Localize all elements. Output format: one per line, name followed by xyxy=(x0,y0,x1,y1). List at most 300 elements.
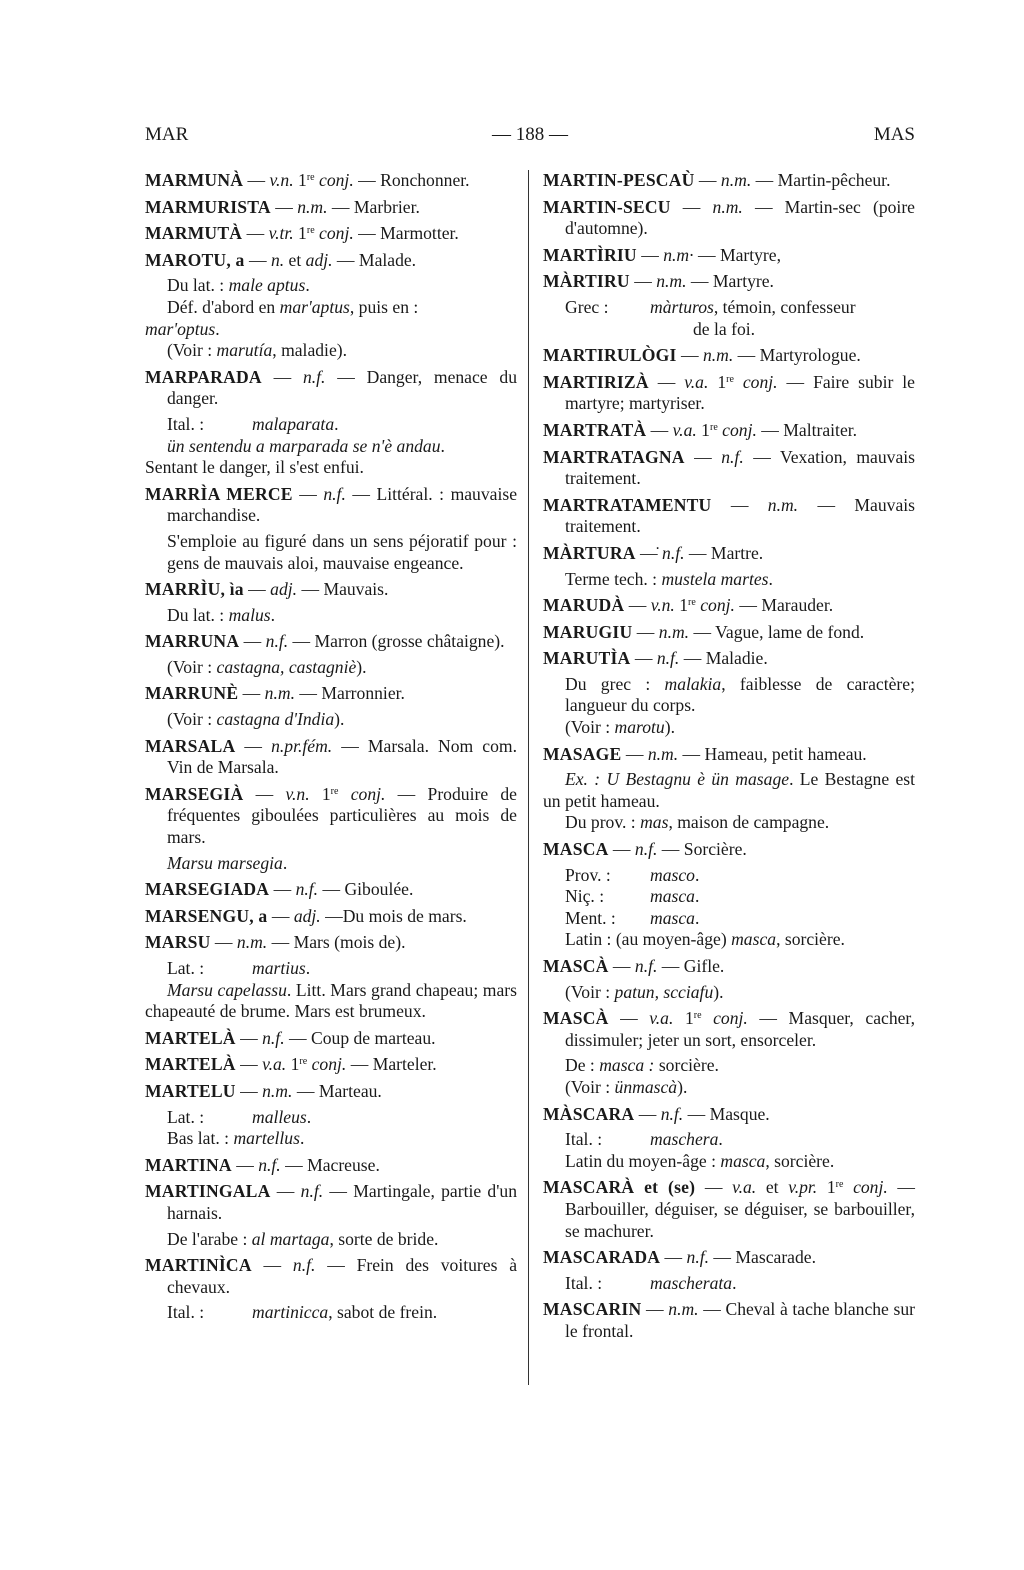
separator: — xyxy=(648,371,685,392)
separator: — xyxy=(695,1177,733,1198)
headword: MARUTÌA xyxy=(543,648,631,669)
headword: MASCÀ xyxy=(543,1008,609,1029)
dictionary-entry xyxy=(145,784,517,849)
dictionary-entry xyxy=(145,932,517,954)
connector: et xyxy=(756,1177,789,1198)
headword: MARTIRIZÀ xyxy=(543,371,649,392)
header-left-guideword: MAR xyxy=(145,124,189,145)
grammar-label: n.f. xyxy=(721,446,744,467)
superscript-re: re xyxy=(709,421,718,433)
separator: — xyxy=(694,170,721,190)
note-italic: mar'optus xyxy=(145,318,216,339)
grammar-label: n.m. xyxy=(658,621,690,642)
dictionary-entry xyxy=(543,648,915,670)
definition: — Produire de fréquentes giboulées particulières au mois de mars. xyxy=(167,783,517,848)
note-italic: male aptus xyxy=(228,275,306,296)
dictionary-entry xyxy=(145,1181,517,1224)
headword: MÀRTURA xyxy=(543,542,636,563)
note-rest: . xyxy=(768,568,773,589)
entry-note xyxy=(543,569,915,591)
note-rest: . xyxy=(305,958,311,978)
conjugation-number: 1re xyxy=(674,595,696,616)
definition: — Marronnier. xyxy=(294,683,405,704)
grammar-label: n.f. xyxy=(634,956,658,976)
separator: — xyxy=(630,648,657,669)
dictionary-entry xyxy=(543,1104,915,1126)
grammar-label: n.m. xyxy=(647,743,679,764)
dictionary-entry xyxy=(145,1054,517,1076)
entry-note xyxy=(145,1128,517,1150)
dictionary-entry xyxy=(145,170,517,192)
separator: — xyxy=(243,170,270,190)
grammar-label: v.tr. xyxy=(268,223,294,244)
grammar-label: v.a. xyxy=(649,1008,674,1029)
dictionary-entry xyxy=(145,631,517,653)
conjugation-number: 1re xyxy=(286,1054,308,1075)
note-label: (Voir : xyxy=(167,656,217,677)
conjugation-label: conj. xyxy=(319,223,354,244)
entry-note xyxy=(543,812,915,834)
grammar-label: n.m. xyxy=(656,271,687,292)
note-rest: . xyxy=(306,1106,312,1127)
note-rest: . xyxy=(694,907,700,928)
grammar-label: v.a. xyxy=(684,371,709,392)
definition: — Masquer, cacher, dissimuler; jeter un sort, ensorceler. xyxy=(565,1008,915,1050)
superscript-re: re xyxy=(693,1010,702,1022)
superscript-re: re xyxy=(306,225,315,237)
dictionary-entry xyxy=(145,579,517,601)
dictionary-entry xyxy=(543,543,915,565)
separator: —̇ xyxy=(635,542,663,563)
note-label: Ital. : xyxy=(565,1272,603,1293)
grammar-label: v.n. xyxy=(269,170,294,190)
separator: — xyxy=(235,1080,263,1101)
dictionary-entry xyxy=(543,956,915,978)
note-italic: masca xyxy=(720,1150,766,1171)
note-label: S'emploie au figuré dans un sens péjoratif pour : gens de mauvais aloi, mauvaise engeance. xyxy=(167,530,517,573)
separator: — xyxy=(608,1008,650,1029)
definition: — Barbouiller, déguiser, se déguiser, se barbouiller, se machurer. xyxy=(565,1177,915,1241)
page-number: — 188 — xyxy=(492,124,568,145)
separator: — xyxy=(629,271,657,292)
grammar-label: n.f. xyxy=(634,839,658,860)
note-label: (Voir : xyxy=(565,1076,615,1097)
grammar-label: n. xyxy=(270,249,285,270)
note-italic: mar'aptus xyxy=(279,296,350,317)
superscript-re: re xyxy=(299,1056,308,1068)
headword: MARUGIU xyxy=(543,621,633,642)
dictionary-entry xyxy=(145,1028,517,1050)
note-italic: castagna, castagniè xyxy=(216,656,357,677)
headword: MARTRATAMENTU xyxy=(543,494,712,515)
separator: — xyxy=(243,579,271,600)
entry-note xyxy=(543,1273,915,1295)
grammar-label: n.m. xyxy=(236,932,268,953)
grammar-label: n.f. xyxy=(656,648,680,669)
separator: — xyxy=(270,196,298,217)
note-label: Ital. : xyxy=(565,1129,603,1150)
left-column xyxy=(145,170,517,1329)
conjugation-number: 1re xyxy=(696,419,718,440)
headword: MARSENGU, a xyxy=(145,905,268,926)
grammar-label: n.m. xyxy=(297,196,328,217)
headword: MASAGE xyxy=(543,743,622,764)
conjugation-label: conj. xyxy=(311,1054,347,1075)
entry-note xyxy=(145,319,517,341)
note-label: (Voir : xyxy=(565,981,615,1002)
headword: MARTELÀ xyxy=(145,1027,236,1048)
grammar-label: adj. xyxy=(293,905,321,926)
headword: MASCÀ xyxy=(543,956,609,976)
note-rest: ). xyxy=(356,656,367,677)
definition: — Marron (grosse châtaigne). xyxy=(288,631,505,652)
superscript-re: re xyxy=(835,1179,844,1191)
dictionary-entry xyxy=(543,495,915,538)
separator: — xyxy=(269,879,296,900)
note-italic: marutía xyxy=(216,340,273,361)
headword: MARTIN-SECU xyxy=(543,196,671,217)
grammar-label: n.f. xyxy=(323,483,346,504)
note-rest: . xyxy=(215,318,220,339)
entry-note xyxy=(543,1055,915,1077)
definition: — Martyre. xyxy=(686,271,774,292)
note-italic: martius xyxy=(252,958,306,978)
conjugation-number: 1re xyxy=(293,223,315,244)
note-italic: masca xyxy=(731,929,777,950)
separator: — xyxy=(239,631,266,652)
note-label: Bas lat. : xyxy=(167,1128,234,1149)
note-label: de la foi. xyxy=(693,318,756,339)
note-rest: . xyxy=(299,1128,305,1149)
note-label: (Voir : xyxy=(167,340,217,361)
grammar-label: n.pr.fém. xyxy=(271,735,333,756)
conjugation-number: 1re xyxy=(817,1177,844,1198)
separator: — xyxy=(261,366,303,387)
note-italic: ün sentendu a marparada se n'è andau xyxy=(167,435,441,456)
headword: MARSEGIADA xyxy=(145,879,270,900)
separator: — xyxy=(231,1154,259,1175)
note-label: Lat. : xyxy=(167,1106,205,1127)
note-label: (Voir : xyxy=(167,709,217,730)
note-label: Niç. : xyxy=(565,886,605,907)
running-head xyxy=(145,124,915,148)
headword: MARRUNÈ xyxy=(145,683,239,704)
dictionary-entry xyxy=(543,595,915,617)
dictionary-entry xyxy=(543,622,915,644)
headword: MARTRATÀ xyxy=(543,419,647,440)
separator: — xyxy=(660,1247,687,1268)
entry-note xyxy=(145,709,517,731)
conjugation-label: conj. xyxy=(319,170,354,190)
note-italic: masco xyxy=(650,864,695,885)
definition: — Marsala. Nom com. Vin de Marsala. xyxy=(167,735,517,778)
grammar-label: n.m· xyxy=(663,244,694,265)
separator: — xyxy=(251,1255,293,1276)
entry-note xyxy=(543,1129,915,1151)
headword: MARTIN-PESCAÙ xyxy=(543,170,695,190)
grammar-label: adj. xyxy=(270,579,298,600)
entry-note xyxy=(543,865,915,887)
dictionary-entry xyxy=(145,906,517,928)
separator: — xyxy=(244,249,271,270)
conjugation-number: 1re xyxy=(309,783,339,804)
definition: — Ronchonner. xyxy=(353,170,470,190)
header-right-guideword: MAS xyxy=(873,124,915,145)
entry-note xyxy=(145,414,517,436)
dictionary-entry xyxy=(543,372,915,415)
separator: — xyxy=(646,419,673,440)
note-rest: . Litt. Mars grand chapeau; mars chapeauté de brume. Mars est brumeux. xyxy=(145,979,517,1022)
grammar-label: n.m. xyxy=(702,345,734,366)
note-label: Terme tech. : xyxy=(565,568,662,589)
dictionary-entry xyxy=(543,1247,915,1269)
separator: — xyxy=(238,683,265,704)
grammar-label: n.f. xyxy=(686,1247,710,1268)
dictionary-entry xyxy=(145,1081,517,1103)
separator: — xyxy=(636,244,664,265)
definition: — Mars (mois de). xyxy=(267,932,406,953)
definition: — Giboulée. xyxy=(318,879,414,900)
definition: — Martyrologue. xyxy=(733,345,861,366)
headword: MARSEGIÀ xyxy=(145,783,244,804)
definition: — Marteau. xyxy=(292,1080,382,1101)
definition: — Coup de marteau. xyxy=(284,1027,436,1048)
entry-note xyxy=(145,853,517,875)
headword: MARRÌU, ìa xyxy=(145,579,244,600)
definition: — Malade. xyxy=(332,249,417,270)
note-label: (Voir : xyxy=(565,717,615,738)
note-label: De l'arabe : xyxy=(167,1228,252,1249)
conjugation-label: conj. xyxy=(722,419,757,440)
note-italic: malleus xyxy=(252,1106,307,1127)
definition: — Maladie. xyxy=(679,648,768,669)
headword: MARMUNÀ xyxy=(145,170,244,190)
separator: — xyxy=(632,621,659,642)
note-label: Grec : xyxy=(565,296,609,317)
definition: — Cheval à tache blanche sur le frontal. xyxy=(565,1299,916,1341)
headword: MARRÌA MERCE xyxy=(145,483,293,504)
entry-note xyxy=(543,297,915,319)
entry-note xyxy=(145,958,517,980)
entry-note xyxy=(145,340,517,362)
definition: — Littéral. : mauvaise marchandise. xyxy=(167,483,518,526)
conjugation-number: 1re xyxy=(673,1008,702,1029)
entry-note xyxy=(145,297,517,319)
entry-note xyxy=(145,1107,517,1129)
note-italic: mascherata xyxy=(650,1272,733,1293)
definition: — Macreuse. xyxy=(280,1154,380,1175)
dictionary-entry xyxy=(543,447,915,490)
headword: MARUDÀ xyxy=(543,595,625,616)
dictionary-entry xyxy=(145,484,517,527)
note-label: Du lat. : xyxy=(167,604,229,625)
headword: MARRUNA xyxy=(145,631,240,652)
definition: — Maltraiter. xyxy=(756,419,858,440)
entry-note xyxy=(145,457,517,479)
note-italic: malakia xyxy=(664,673,722,694)
definition: — Mascarade. xyxy=(709,1247,816,1268)
dictionary-entry xyxy=(543,744,915,766)
note-italic: masca xyxy=(650,886,695,907)
headword: MARMUTÀ xyxy=(145,223,243,244)
entry-note xyxy=(145,275,517,297)
headword: MARTELÀ xyxy=(145,1054,236,1075)
dictionary-entry xyxy=(543,839,915,861)
entry-note xyxy=(145,980,517,1023)
note-rest: sorcière. xyxy=(654,1055,719,1076)
definition: — Sorcière. xyxy=(657,839,747,860)
grammar-label: n.f. xyxy=(662,542,685,563)
note-italic: mustela martes xyxy=(661,568,769,589)
note-label: Ment. : xyxy=(565,907,616,928)
definition: — Marauder. xyxy=(734,595,834,616)
note-label: Du grec : xyxy=(565,673,665,694)
grammar-label: v.a. xyxy=(262,1054,287,1075)
note-label: De : xyxy=(565,1055,600,1076)
grammar-label: n.f. xyxy=(300,1181,324,1202)
separator: — xyxy=(242,223,269,244)
note-label: Déf. d'abord en xyxy=(167,296,280,317)
conjugation-number: 1re xyxy=(293,170,315,190)
note-italic: Marsu capelassu xyxy=(167,979,287,1000)
conjugation-number: 1re xyxy=(708,371,734,392)
entry-note xyxy=(145,531,517,574)
grammar-label: n.m. xyxy=(262,1080,293,1101)
note-rest: . xyxy=(305,275,310,296)
definition: — Frein des voitures à chevaux. xyxy=(167,1255,518,1297)
note-label: Du lat. : xyxy=(167,275,229,296)
dictionary-entry xyxy=(543,420,915,442)
definition: — Marbrier. xyxy=(327,196,420,217)
separator: — xyxy=(235,1054,263,1075)
dictionary-entry xyxy=(543,245,915,267)
separator: — xyxy=(624,595,651,616)
note-rest: . xyxy=(694,886,700,907)
grammar-label: v.a. xyxy=(732,1177,757,1198)
superscript-re: re xyxy=(726,373,734,385)
definition: — Masque. xyxy=(683,1103,770,1124)
entry-note xyxy=(145,657,517,679)
grammar-label: n.m. xyxy=(668,1299,699,1320)
note-rest: ). xyxy=(334,709,345,730)
connector: et xyxy=(284,249,306,270)
dictionary-entry xyxy=(145,197,517,219)
separator: — xyxy=(292,483,324,504)
conjugation-label: conj. xyxy=(700,595,735,616)
separator: — xyxy=(608,956,635,976)
entry-note xyxy=(543,674,915,717)
definition: — Danger, menace du danger. xyxy=(167,366,517,409)
note-rest: , témoin, confesseur xyxy=(713,296,856,317)
definition: — Marteler. xyxy=(346,1054,437,1075)
dictionary-entry xyxy=(543,170,915,192)
note-label: Du prov. : xyxy=(565,812,641,833)
definition: — Martin-pêcheur. xyxy=(751,170,891,190)
note-rest: . xyxy=(334,413,339,434)
separator: — xyxy=(235,735,272,756)
grammar-label-2: adj. xyxy=(305,249,333,270)
note-rest: . xyxy=(440,435,445,456)
entry-note xyxy=(145,436,517,458)
headword: MARTRATAGNA xyxy=(543,446,685,467)
entry-note xyxy=(543,717,915,739)
superscript-re: re xyxy=(688,597,696,609)
dictionary-entry xyxy=(543,271,915,293)
note-rest: , maison de campagne. xyxy=(668,812,830,833)
grammar-label: n.m. xyxy=(767,494,799,515)
entry-note xyxy=(543,908,915,930)
headword: MASCA xyxy=(543,839,609,860)
note-label: Sentant le danger, il s'est enfui. xyxy=(145,457,364,478)
dictionary-entry xyxy=(543,345,915,367)
grammar-label: n.f. xyxy=(292,1255,316,1276)
dictionary-entry xyxy=(145,367,517,410)
separator: — xyxy=(711,494,768,515)
note-italic: masca xyxy=(650,907,695,928)
separator: — xyxy=(634,1103,661,1124)
superscript-re: re xyxy=(306,172,315,183)
separator: — xyxy=(641,1299,669,1320)
entry-note xyxy=(145,1229,517,1251)
headword: MÀSCARA xyxy=(543,1103,635,1124)
grammar-label: n.m. xyxy=(720,170,752,190)
headword: MARTELU xyxy=(145,1080,236,1101)
headword: MARTINA xyxy=(145,1154,232,1175)
conjugation-label: conj. xyxy=(350,783,386,804)
definition: — Mauvais traitement. xyxy=(565,494,915,537)
dictionary-entry xyxy=(145,879,517,901)
entry-note xyxy=(543,929,915,951)
note-italic: Marsu marsegia xyxy=(167,852,283,873)
conjugation-label: conj. xyxy=(713,1008,748,1029)
note-italic: martellus xyxy=(233,1128,300,1149)
definition: — Mauvais. xyxy=(297,579,389,600)
grammar-label: v.n. xyxy=(650,595,675,616)
note-italic: Ex. : U Bestagnu è ün masage xyxy=(565,769,790,790)
dictionary-entry xyxy=(543,1299,915,1342)
separator: — xyxy=(210,932,237,953)
grammar-label: v.a. xyxy=(672,419,697,440)
headword: MARSALA xyxy=(145,735,236,756)
note-rest: , sorte de bride. xyxy=(329,1228,439,1249)
headword: MASCARIN xyxy=(543,1299,642,1320)
column-divider xyxy=(528,170,529,1385)
note-italic: mas xyxy=(640,812,669,833)
headword: MÀRTIRU xyxy=(543,271,630,292)
headword: MARTINGALA xyxy=(145,1181,271,1202)
entry-note xyxy=(145,1302,517,1324)
headword: MARMURISTA xyxy=(145,196,271,217)
entry-note xyxy=(543,982,915,1004)
note-rest: . xyxy=(694,864,700,885)
separator: — xyxy=(235,1027,263,1048)
note-rest: . xyxy=(282,852,288,873)
definition: — Hameau, petit hameau. xyxy=(678,743,867,764)
dictionary-entry xyxy=(145,736,517,779)
definition: — Vexation, mauvais traitement. xyxy=(565,446,916,489)
note-italic: maschera xyxy=(650,1129,719,1150)
headword: MARTINÌCA xyxy=(145,1255,252,1276)
note-label: Latin : (au moyen-âge) xyxy=(565,929,732,950)
note-italic: malus xyxy=(228,604,271,625)
definition: — Martre. xyxy=(684,542,764,563)
note-italic: patun, scciafu xyxy=(614,981,714,1002)
note-italic: malaparata xyxy=(252,413,335,434)
grammar-label: n.f. xyxy=(265,631,289,652)
note-rest: , maladie). xyxy=(272,340,348,361)
note-italic: màrturos xyxy=(650,296,714,317)
note-rest: ). xyxy=(677,1076,688,1097)
